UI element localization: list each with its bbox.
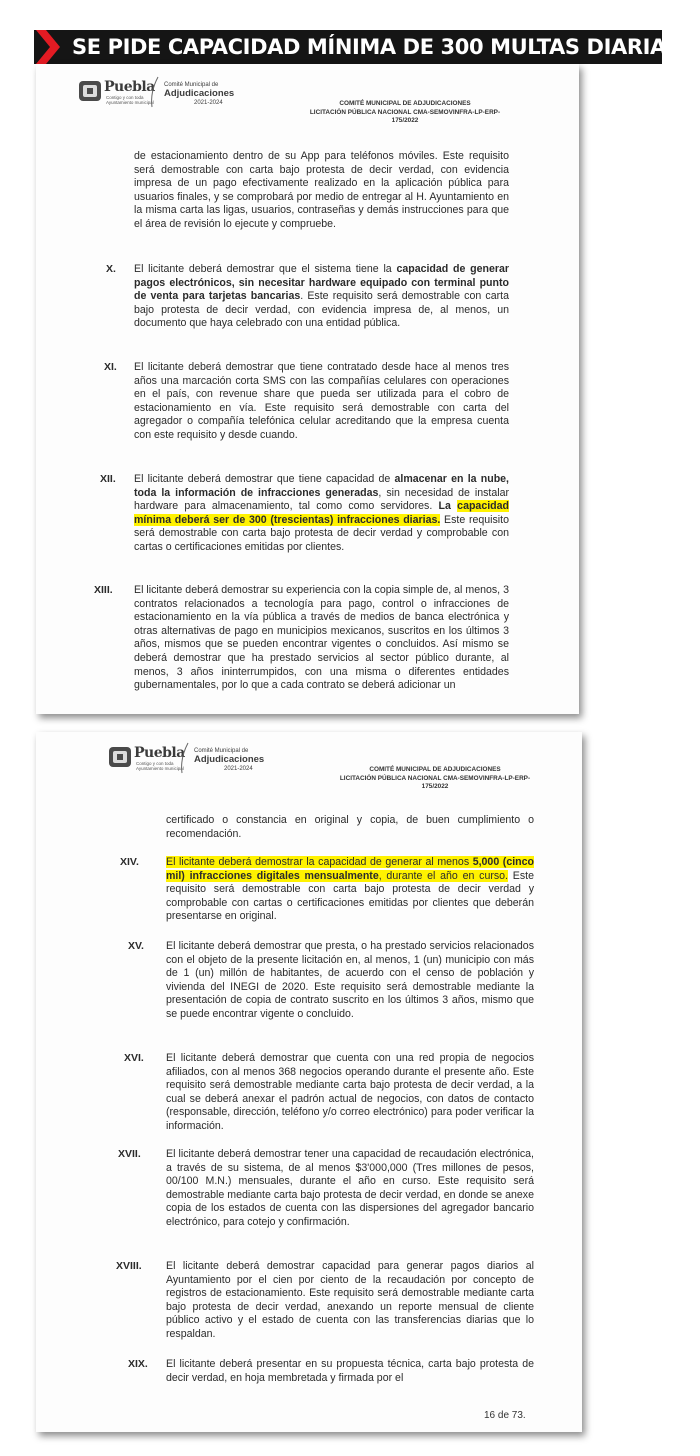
city-seal-icon — [78, 80, 102, 102]
item-number: XIV. — [120, 856, 139, 868]
requirement-xii: El licitante deberá demostrar que tiene capacidad de almacenar en la nube, toda la información de infracciones generadas, sin necesidad de instalar hardware para almacenamiento, tal como como servidores. La capacidad mínima deberá ser de 300 (trescientas) infracciones diarias. Este requisito será demostrable con carta bajo protesta de decir verdad y comprobable con cartas o certificaciones emitidas por clientes. — [134, 473, 509, 553]
red-arrow-icon — [36, 30, 60, 64]
page-header — [36, 64, 579, 144]
page-number: 16 de 73. — [484, 1410, 526, 1421]
requirement-xv: El licitante deberá demostrar que presta, o ha prestado servicios relacionados con el objeto de la presente licitación en, al menos, 1 (un) municipio con más de 1 (un) millón de habitantes, de acuerdo con el censo de población y vivienda del INEGI de 2020. Este requisito será demostrable mediante la presentación de copia de contrato suscrito en los últimos 3 años, mismo que se puede encontrar vigente o concluido. — [166, 940, 534, 1020]
requirement-xix: El licitante deberá presentar en su propuesta técnica, carta bajo protesta de decir verdad, en hoja membretada y firmada por el — [166, 1358, 534, 1384]
requirement-xviii: El licitante deberá demostrar capacidad para generar pagos diarios al Ayuntamiento por el cien por ciento de la recaudación por concepto de registros de estacionamiento. Este requisito será demostrable mediante carta bajo protesta de decir verdad, anexando un reporte mensual de cliente público activo y el estado de cuenta con las transferencias diarias que lo respaldan. — [166, 1260, 534, 1340]
paragraph-intro: certificado o constancia en original y copia, de buen cumplimiento o recomendación. — [166, 814, 534, 840]
headline: SE PIDE CAPACIDAD MÍNIMA DE 300 MULTAS DIARIAS — [72, 35, 681, 59]
divider-swoosh-icon — [178, 742, 190, 774]
brand-tagline: Contigo y con toda Ayuntamiento municipal — [136, 761, 184, 771]
brand-name: Puebla — [134, 745, 185, 761]
highlighted-text: capacidad mínima deberá ser de 300 (trescientas) infracciones diarias. — [134, 500, 509, 526]
item-number: XVI. — [124, 1052, 144, 1064]
item-number: XVIII. — [116, 1260, 142, 1272]
requirement-x: El licitante deberá demostrar que el sistema tiene la capacidad de generar pagos electrónicos, sin necesitar hardware equipado con terminal punto de venta para tarjetas bancarias. Este requisito será demostrable con carta bajo protesta de decir verdad, con evidencia impresa de, al menos, un documento que haya celebrado con una entidad pública. — [134, 263, 510, 330]
divider-swoosh-icon — [148, 76, 160, 108]
item-number: X. — [106, 263, 116, 275]
brand-tagline: Contigo y con toda Ayuntamiento municipal — [106, 95, 154, 105]
item-number: XIII. — [94, 584, 113, 596]
item-number: XV. — [128, 940, 144, 952]
item-number: XI. — [104, 361, 117, 373]
paragraph-intro: de estacionamiento dentro de su App para teléfonos móviles. Este requisito será demostrable con carta bajo protesta de decir verdad, con evidencia impresa de un pago efectivamente realizado en la aplicación pública para usuarios finales, y se comprobará por medio de entregar al H. Ayuntamiento en la misma carta las ligas, usuarios, contraseñas y demás instrucciones para que el área de revisión lo ejecute y compruebe. — [134, 150, 509, 230]
requirement-xvi: El licitante deberá demostrar que cuenta con una red propia de negocios afiliados, con al menos 368 negocios operando durante el presente año. Este requisito será demostrable mediante carta bajo protesta de decir verdad, a la cual se deberá anexar el padrón actual de negocios, con datos de contacto (responsable, dirección, teléfono y/o correo electrónico) para poder verificar la información. — [166, 1052, 534, 1132]
item-number: XVII. — [118, 1148, 141, 1160]
item-number: XIX. — [128, 1358, 148, 1370]
requirement-xvii: El licitante deberá demostrar tener una capacidad de recaudación electrónica, a través de su sistema, de al menos $3'000,000 (Tres millones de pesos, 00/100 M.N.) mensuales, durante el año en curso. Este requisito será demostrable mediante carta bajo protesta de decir verdad, en donde se anexe copia de los estados de cuenta con las dispersiones del agregador bancario electrónico, para cotejo y confirmación. — [166, 1148, 534, 1228]
requirement-xiii: El licitante deberá demostrar su experiencia con la copia simple de, al menos, 3 contratos relacionados a tecnología para pago, control o infracciones de estacionamiento en la vía pública a través de medios de banca electrónica y otras alternativas de pago en municipios mexicanos, suscritos en los últimos 3 años, mismos que se pueden encontrar vigentes o concluidos. Así mismo se deberá demostrar que ha prestado servicios al sector público durante, al menos, 3 años ininterrumpidos, con una misma o diferentes entidades gubernamentales, por lo que a cada contrato se deberá adicionar un — [134, 584, 509, 692]
document-header-title: COMITÉ MUNICIPAL DE ADJUDICACIONES LICITACIÓN PÚBLICA NACIONAL CMA-SEMOVINFRA-LP-ERP- 175/2022 — [309, 100, 501, 124]
requirement-xi: El licitante deberá demostrar que tiene contratado desde hace al menos tres años una marcación corta SMS con las compañías celulares con operaciones en el país, con revenue share que pueda ser utilizada para el cobro de estacionamiento en vía. Este requisito será demostrable con carta del agregador o compañía telefónica celular acreditando que la empresa cuenta con este requisito y desde cuando. — [134, 361, 509, 441]
committee-logo: Comité Municipal de Adjudicaciones 2021-2024 — [194, 748, 265, 772]
item-number: XII. — [100, 473, 116, 485]
document-page-1 — [36, 64, 579, 714]
document-page-2 — [36, 732, 582, 1432]
document-header-title: COMITÉ MUNICIPAL DE ADJUDICACIONES LICITACIÓN PÚBLICA NACIONAL CMA-SEMOVINFRA-LP-ERP- 175/2022 — [339, 766, 531, 790]
city-seal-icon — [108, 746, 132, 768]
brand-name: Puebla — [104, 79, 155, 95]
requirement-xiv: El licitante deberá demostrar la capacidad de generar al menos 5,000 (cinco mil) infracciones digitales mensualmente, durante el año en curso. Este requisito será demostrable con carta bajo protesta de decir verdad y comprobable con cartas o certificaciones emitidas por clientes que deberán presentarse en original. — [166, 856, 534, 923]
committee-logo: Comité Municipal de Adjudicaciones 2021-2024 — [164, 82, 235, 106]
page-header — [36, 732, 582, 812]
highlighted-text: El licitante deberá demostrar la capacidad de generar al menos 5,000 (cinco mil) infracciones digitales mensualmente, durante el año en curso. — [166, 856, 534, 882]
